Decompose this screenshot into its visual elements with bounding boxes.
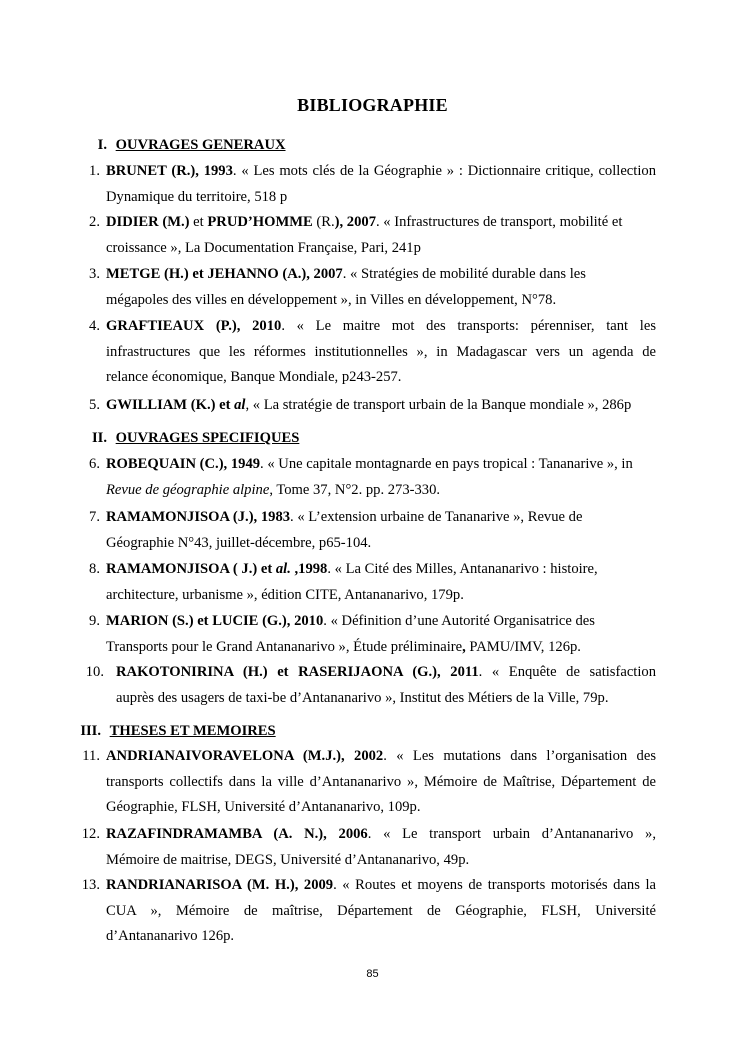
entry-number: 10. [85, 664, 104, 680]
entry-text-line-1: . « Le transport urbain d’Antananarivo », [367, 826, 656, 842]
entry-author: BRUNET (R.), 1993 [106, 163, 233, 179]
entry-text-line-3: relance économique, Banque Mondiale, p243-257. [106, 369, 402, 385]
entry-year: ,1998 [290, 561, 328, 577]
entry-number: 2. [89, 214, 100, 230]
entry-text-line-1: . « Le maitre mot des transports: pérenniser, tant les [281, 318, 656, 334]
entry-text-line-3: d’Antananarivo 126p. [106, 928, 235, 944]
entry-author: MARION (S.) et LUCIE (G.), 2010 [106, 613, 324, 629]
section-number: II. [91, 430, 107, 446]
entry-text-line-1: . « Stratégies de mobilité durable dans les [342, 266, 586, 282]
entry-number: 9. [89, 613, 100, 629]
entry-author: RAKOTONIRINA (H.) et RASERIJAONA (G.), 2011 [116, 664, 479, 680]
section-label: OUVRAGES SPECIFIQUES [115, 430, 300, 446]
bibliography-entry-8 [80, 557, 656, 608]
bibliography-entry-12 [80, 822, 656, 873]
entry-number: 1. [89, 163, 100, 179]
entry-text-line-2-end: PAMU/IMV, 126p. [465, 638, 581, 655]
bibliography-entry-5 [80, 393, 656, 419]
entry-text-line-1: . « Les mots clés de la Géographie » : Dictionnaire critique, collection [232, 163, 656, 179]
entry-author: GWILLIAM (K.) et [106, 397, 235, 413]
entry-number: 13. [81, 877, 100, 893]
bibliography-entry-3 [80, 262, 656, 313]
entry-author: GRAFTIEAUX (P.), 2010 [106, 318, 282, 334]
entry-author: RANDRIANARISOA (M. H.), 2009 [106, 877, 334, 893]
bibliography-entry-6 [80, 452, 656, 503]
entry-number: 5. [89, 397, 100, 413]
entry-text-line-2: , Tome 37, N°2. pp. 273-330. [269, 481, 441, 498]
entry-author: ANDRIANAIVORAVELONA (M.J.), 2002 [106, 748, 384, 764]
entry-number: 7. [89, 509, 100, 525]
entry-author: DIDIER (M.) [106, 214, 190, 230]
entry-text-line-2: Dynamique du territoire, 518 p [106, 188, 288, 205]
bibliography-entry-10 [80, 660, 656, 711]
entry-text-line-2: transports collectifs dans la ville d’Antananarivo », Mémoire de Maîtrise, Département de [106, 773, 656, 790]
section-heading-2 [80, 430, 660, 447]
entry-year: ), 2007 [334, 214, 376, 230]
entry-text-line-2: Mémoire de maitrise, DEGS, Université d’Antananarivo, 49p. [106, 851, 470, 868]
section-number: I. [97, 137, 107, 153]
entry-text-line-2: CUA », Mémoire de maîtrise, Département de Géographie, FLSH, Université [106, 902, 656, 919]
section-heading-1 [80, 137, 660, 154]
entry-text-line-3: Géographie, FLSH, Université d’Antananarivo, 109p. [106, 799, 421, 815]
entry-number: 12. [81, 826, 100, 842]
section-number: III. [80, 723, 101, 739]
entry-text-line-1: . « La Cité des Milles, Antananarivo : histoire, [327, 561, 598, 577]
entry-text-line-2: architecture, urbanisme », édition CITE, Antananarivo, 179p. [106, 586, 464, 603]
entry-number: 6. [89, 456, 100, 472]
bibliography-entry-11 [80, 744, 656, 821]
entry-number: 8. [89, 561, 100, 577]
entry-journal: Revue de géographie alpine [106, 481, 270, 498]
section-heading-3 [80, 723, 660, 740]
entry-text-line-2: infrastructures que les réformes institutionnelles », in Madagascar vers un agenda de [106, 343, 656, 360]
entry-comma: , [462, 638, 466, 655]
entry-author: ROBEQUAIN (C.), 1949 [106, 456, 261, 472]
entry-text-line-2: Géographie N°43, juillet-décembre, p65-104. [106, 534, 372, 551]
entry-text-line-1: . « Une capitale montagnarde en pays tropical : Tananarive », in [260, 456, 633, 472]
entry-number: 3. [89, 266, 100, 282]
bibliography-entry-4 [80, 314, 656, 391]
entry-text-line-1: . « Les mutations dans l’organisation des [383, 748, 656, 764]
entry-author-etal: al [234, 397, 246, 413]
entry-author-initial: (R. [312, 214, 335, 230]
entry-text-line-1: , « La stratégie de transport urbain de la Banque mondiale », 286p [245, 397, 632, 413]
bibliography-entry-9 [80, 609, 656, 660]
entry-number: 11. [82, 748, 100, 764]
bibliography-entry-7 [80, 505, 656, 556]
entry-text-line-2: Transports pour le Grand Antananarivo », Étude préliminaire [106, 638, 463, 655]
section-label: OUVRAGES GENERAUX [115, 137, 286, 153]
entry-author: RAMAMONJISOA ( J.) et [106, 561, 276, 577]
bibliography-entry-1 [80, 159, 656, 210]
entry-text-line-2: croissance », La Documentation Française, Pari, 241p [106, 239, 421, 256]
entry-author: METGE (H.) et JEHANNO (A.), 2007 [106, 266, 343, 282]
entry-number: 4. [89, 318, 100, 334]
entry-text-line-1: . « Enquête de satisfaction [478, 664, 656, 680]
entry-text-line-1: . « Définition d’une Autorité Organisatrice des [323, 613, 595, 629]
section-label: THESES ET MEMOIRES [109, 723, 276, 739]
bibliography-entry-13 [80, 873, 656, 950]
entry-text-line-1: . « Infrastructures de transport, mobilité et [376, 214, 623, 230]
entry-author: RAMAMONJISOA (J.), 1983 [106, 509, 291, 525]
page-title: BIBLIOGRAPHIE [297, 95, 448, 115]
entry-author-2: PRUD’HOMME [207, 214, 313, 230]
entry-text-line-1: . « L’extension urbaine de Tananarive », Revue de [290, 509, 583, 525]
entry-conjunction: et [189, 214, 208, 230]
bibliography-entry-2 [80, 210, 656, 261]
entry-author: RAZAFINDRAMAMBA (A. N.), 2006 [106, 826, 368, 842]
entry-text-line-2: mégapoles des villes en développement », in Villes en développement, N°78. [106, 291, 557, 308]
page-number: 85 [366, 968, 379, 980]
entry-text-line-1: . « Routes et moyens de transports motorisés dans la [333, 877, 656, 893]
entry-text-line-2: auprès des usagers de taxi-be d’Antananarivo », Institut des Métiers de la Ville, 79p. [116, 689, 609, 706]
entry-author-etal: al. [275, 561, 291, 577]
